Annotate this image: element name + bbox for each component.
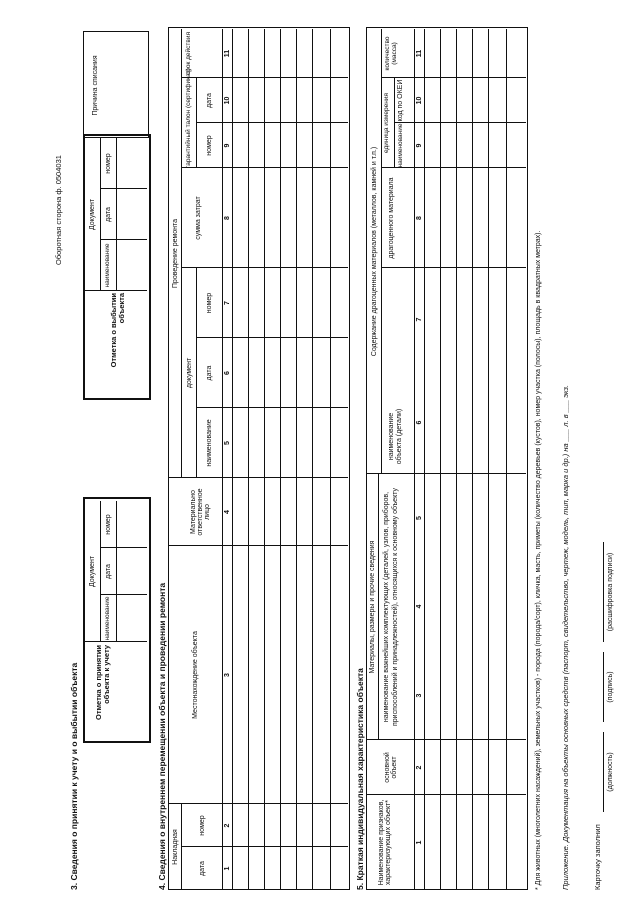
- responsible-header: Материально ответственное лицо: [190, 488, 211, 536]
- main-object-header: основной объект: [384, 752, 398, 783]
- form-sheet: Оборотная сторона ф. 0504031 3. Сведения о принятии к учету и о выбытии объекта Отметка о принятии объекта к учету Документ наименование дата номер Отметка о выбытии объекта Документ наименование дата номер Причина списания 4. Сведения о внутреннем перемещении объекта и проведении ремонта Накладная дата номер Местонахождение объекта Материально ответственное лицо Проведение ремонта документ наименование дата номер сумма затрат гарантийный талон (сертификат) номер дата срок действия 1 2 3 4 5 6 7 8 9 10 11 5. Краткая индивидуальная характеристика объекта Наименование признаков, характеризующих объект* основной объект Материалы, размеры и прочие сведения наименование важнейших комплектующих (деталей, узлов, приборов, приспособлений и принадлежностей), относящихся к основному объекту Содержание драгоценных материалов (металлов, камней и т.п.) наименование объекта (детали) драгоценного материала единица измерения наименование код по ОКЕИ количество (масса) 1 2 3 4 5 6 7 8 9 10 11 * Для животных (многолетних насаждений), земельных участков) - порода (порода/сорт), кличка, масть, приметы (количество деревьев (кустов), номер участка (полосы), площадь в квадратных метрах). Приложение. Документация на объекты основных средств (паспорт, свидетельство, чертеж, модель, тип, марка и др.) на ___ л. в ___ экз. Карточку заполнил (должность) (подпись) (расшифровка подписи): [0, 0, 640, 905]
- object-name-header: наименование объекта (детали): [388, 408, 404, 465]
- section5-title: 5. Краткая индивидуальная характеристика объекта: [355, 668, 365, 890]
- repair-header: Проведение ремонта: [172, 218, 179, 289]
- dispose-doc-header: Документ: [89, 198, 96, 231]
- dispose-label: Отметка о выбытии объекта: [109, 293, 126, 368]
- filled-by-label: Карточку заполнил: [593, 824, 602, 890]
- precious-header: Содержание драгоценных материалов (металлов, камней и т.п.): [371, 146, 378, 357]
- appendix-note: Приложение. Документация на объекты основных средств (паспорт, свидетельство, чертеж, модель, тип, марка и др.) на ___ л. в ___ экз.: [561, 384, 570, 890]
- accept-doc-header: Документ: [89, 555, 96, 588]
- signature-line: [603, 652, 604, 722]
- materials-header: Материалы, размеры и прочие сведения: [369, 540, 376, 674]
- reason-header: Причина списания: [92, 55, 99, 116]
- invoice-header: Накладная: [172, 829, 179, 865]
- quantity-header: количество (масса): [384, 36, 398, 71]
- components-header: наименование важнейших комплектующих (деталей, узлов, приборов, приспособлений и принадлежностей), относящихся к основному объекту: [383, 488, 399, 726]
- location-header: Местонахождение объекта: [192, 631, 199, 719]
- sum-header: сумма затрат: [195, 196, 202, 240]
- section4-title: 4. Сведения о внутреннем перемещении объекта и проведении ремонта: [157, 582, 167, 890]
- signature-caption: (подпись): [607, 671, 614, 703]
- decoding-caption: (расшифровка подписи): [607, 552, 614, 632]
- precious-name-header: драгоценного материала: [388, 177, 395, 259]
- position-line: [603, 732, 604, 812]
- footnote: * Для животных (многолетних насаждений), земельных участков) - порода (порода/сорт), кличка, масть, приметы (количество деревьев (кустов), номер участка (полосы), площадь в квадратных метрах).: [535, 230, 542, 890]
- section3-title: 3. Сведения о принятии к учету и о выбытии объекта: [69, 662, 79, 890]
- feature-name-header: Наименование признаков, характеризующих объект*: [378, 799, 392, 886]
- accept-label: Отметка о принятии объекта к учету: [94, 645, 111, 720]
- form-reverse-side-label: Оборотная сторона ф. 0504031: [54, 155, 63, 265]
- position-caption: (должность): [607, 752, 614, 792]
- decoding-line: [603, 542, 604, 642]
